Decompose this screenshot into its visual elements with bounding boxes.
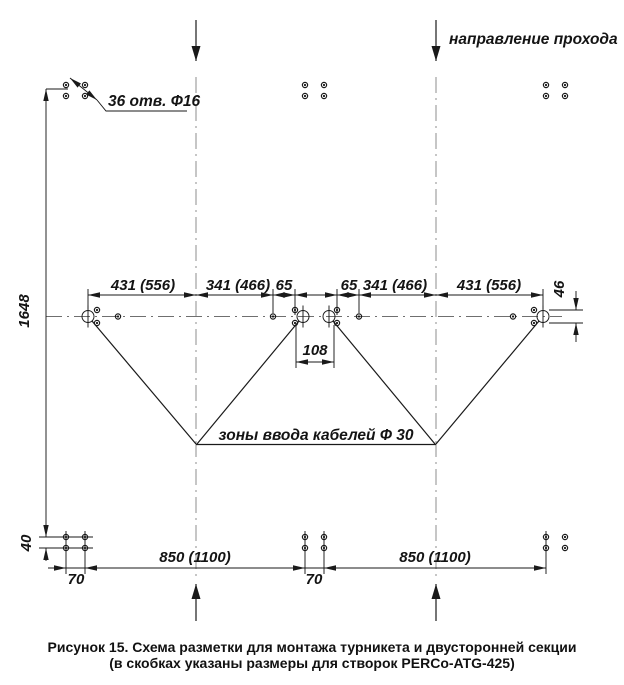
mounting-hole (321, 82, 326, 87)
dim-outer-left: 431 (556) (110, 277, 176, 294)
dim-108: 108 (302, 342, 328, 359)
mounting-hole (302, 93, 307, 98)
hole-cluster-top-left (63, 82, 87, 98)
mounting-hole (63, 93, 68, 98)
cable-zone-edge (333, 321, 435, 444)
mounting-hole (562, 93, 567, 98)
dim-1648: 1648 (16, 294, 33, 328)
mounting-hole (82, 82, 87, 87)
dim-65-right: 65 (340, 277, 358, 294)
cable-zone-edge (92, 321, 196, 444)
passage-direction-arrows (196, 20, 618, 621)
dim-850-left: 850 (1100) (159, 549, 231, 566)
holes-note (70, 78, 200, 111)
dim-40: 40 (18, 534, 35, 552)
centerlines (46, 77, 562, 577)
dimension-row-bottom (48, 531, 546, 588)
hole-cluster-top-middle (302, 82, 326, 98)
dim-70-left: 70 (67, 571, 85, 588)
dim-inner-right: 341 (466) (362, 277, 428, 294)
dim-70-middle: 70 (305, 571, 323, 588)
hole-cluster-top-right (543, 82, 567, 98)
dim-46: 46 (551, 280, 568, 298)
dim-inner-left: 341 (466) (205, 277, 271, 294)
caption-line2: (в скобках указаны размеры для створок PERCo-ATG-425) (109, 655, 515, 671)
dimension-chain-horizontal (88, 277, 543, 315)
mounting-hole (321, 93, 326, 98)
dimension-center-gap (296, 325, 334, 368)
mounting-hole (543, 82, 548, 87)
mounting-hole (94, 307, 99, 312)
cable-entry-zones (92, 321, 539, 445)
mounting-hole (510, 314, 515, 319)
mounting-hole (82, 93, 87, 98)
dimension-anchor-pair (549, 280, 583, 342)
cable-zone-edge (197, 321, 299, 444)
cable-zone-edge (436, 321, 539, 444)
mounting-hole (562, 82, 567, 87)
mounting-hole (531, 307, 536, 312)
dimension-section-length (16, 89, 93, 561)
mounting-hole (543, 93, 548, 98)
dim-850-right: 850 (1100) (399, 549, 471, 566)
hole-cluster-bottom-middle (302, 534, 326, 550)
holes-note-label: 36 отв. Ф16 (108, 93, 201, 110)
cable-zone-label: зоны ввода кабелей Ф 30 (218, 427, 414, 444)
hole-cluster-bottom-right (543, 534, 567, 550)
dim-outer-right: 431 (556) (456, 277, 522, 294)
mounting-hole (302, 82, 307, 87)
figure-caption (48, 639, 577, 671)
dim-65-left: 65 (275, 277, 293, 294)
caption-line1: Рисунок 15. Схема разметки для монтажа турникета и двусторонней секции (47, 639, 577, 655)
mounting-hole (562, 545, 567, 550)
direction-label: направление прохода (449, 31, 618, 48)
mounting-hole (562, 534, 567, 539)
mounting-hole (63, 82, 68, 87)
